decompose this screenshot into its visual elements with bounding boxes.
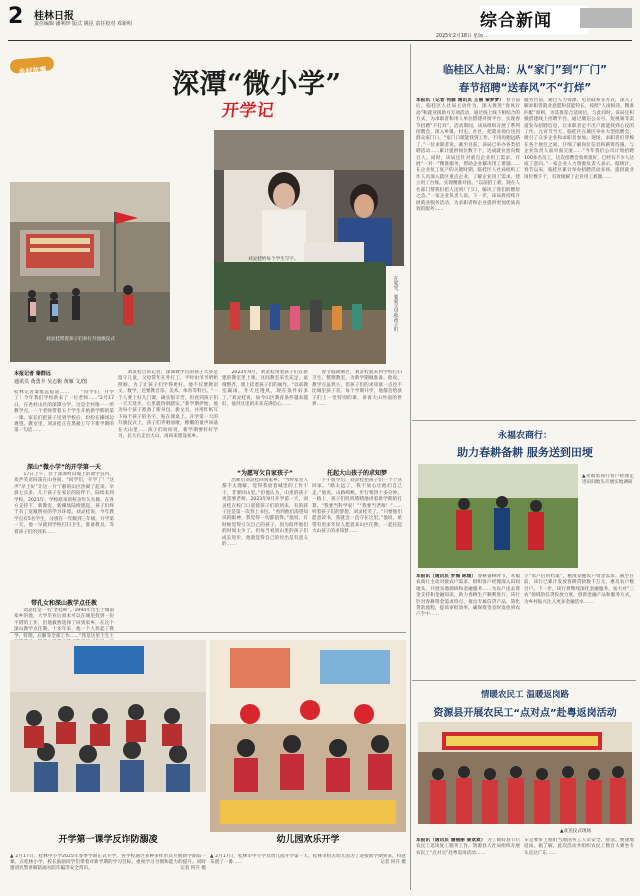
photo-bus-send-off — [418, 722, 632, 824]
story2-body-col1: 本报讯（通讯员 罗海 陈城） 春耕备耕时节，永福农商行主动对接农户需求，组织客户经理深入田间地头，开展实地调研和金融服务……为农户送去资金支持和金融知识，助力春耕生产顺利进行。该行针对春耕资金需求特点，推出专属信贷产品，简化贷款流程，提高审批效率，确保资金及时发放到农户手中…… — [416, 574, 520, 618]
story1-body-col2: 服务台前，通过人力资源、电话联系等方式，深入了解求职者就业意愿和技能特长，按照“人岗相适、精准匹配”原则，为其推荐合适岗位。与此同时，该局还积极搭建线上招聘平台，通过微信公众号、短视频等渠道发布招聘信息，让求职者足不出户就能找到心仪的工作。元宵节当天，临桂区在城区举办大型招聘会，吸引了众多企业和求职者参加。现场，求职者们穿梭在各个展位之间，仔细了解岗位信息和薪资待遇，与企业负责人面对面交流……“今年我们公司计划招聘100多名员工，这次招聘会效果很好，已经有不少人达成了意向。”一家企业人力资源负责人表示。据统计，春节以来，临桂区累计举办招聘活动多场，提供就业岗位数千个，有效缓解了企业用工难题…… — [524, 98, 634, 180]
right-rule-1 — [412, 420, 636, 421]
issue-date: 2025年2月18日 星期二 — [436, 34, 488, 39]
article-col-1: 桂林记者秦群远报道…… “同学们，开学了！今年我们学校新来了一位老师……”2月17日，在尧村山区的深潭小学，这是全村唯一一所教学点，一个老师带着五个学生开始新学期的第一课。家长们把孩子送到学校后，纷纷在操场边观望。教室里，刘灵桂正在黑板上写下新学期的第一句话…… — [14, 390, 114, 434]
feature-subtitle: 开学记 — [220, 101, 276, 121]
subhead-4: 托起大山孩子的求知梦 — [326, 470, 387, 477]
byline: 通讯员 黄勇升 吴志彬 黄雁 文/图 — [14, 379, 88, 385]
feature-title: 深潭“微小学” — [172, 69, 342, 100]
story1-body-col1: 本报讯（记者 何源 通讯员 王丽 秦梦梦） 春节前后，临桂区人社局主动作为，深入推进“春风行动”和就业援助月专项活动，通过线上线下相结合的方式，为求职者和用人单位搭建对接平台，实现春节招聘“不打烊”。活动期间，该局组织开展了系列招聘会，深入乡镇、村屯、社区，把就业岗位送到群众家门口。“家门口就能找到工作，不用再跑远路了。”一位求职者说。截至目前，该局已举办各类招聘活动……累计提供岗位数千个，达成就业意向数百人。同时，该局还针对重点企业用工需求，开展“一对一”精准服务，帮助企业解决用工难题……在企业复工复产的关键时期，临桂区人社局组织工作人员深入辖区重点企业，了解企业用工需求，建立用工台账，实现精准对接。“以前招工难，现在人社部门帮我们把人送到厂门口，解决了我们的燃眉之急。”一家企业负责人说。下一步，该局将持续开展就业服务活动，为求职者和企业提供更加优质高效的服务…… — [416, 98, 520, 212]
caption-teacher: 刘灵桂给每个学生写字。 — [248, 257, 299, 262]
subhead-3: “为愿写欠自家孩子” — [237, 470, 293, 477]
left-bottom-rule — [10, 632, 406, 633]
editor-credits: 责任编辑 潘利珍 版式 姚昆 责任校对 邓新明 — [34, 21, 132, 27]
paper-name: 桂林日报 — [34, 11, 74, 22]
article-col-3: 2023年9月，刘灵桂带着孩子们在新建的教室里上课。这间教室采光充足，桌椅整齐，墙上挂着孩子们的画作。“以前教室漏雨，冬天还透风，现在条件好多了。”刘灵桂说，如今山区教育条件越来越好，他对这里的未来充满信心…… — [222, 370, 308, 408]
kindergarten-title: 幼儿园欢乐开学 — [276, 835, 340, 845]
story2-title: 助力春耕备耕 服务送到田埂 — [457, 446, 593, 459]
story3-byline: 本报讯（通讯员 潘丽丽 秦欢欢） — [416, 838, 486, 843]
first-class-title: 开学第一课学反诈防溺凌 — [58, 835, 158, 845]
right-column-divider — [410, 44, 411, 890]
article-col-2: 刘灵桂告诉记者，深潭教学点的孩子大多是留守儿童，父母常年在外打工，平时由爷爷奶奶照顾。为了让孩子们学得更好，他不仅要教语文、数学，还要教音乐、美术、体育等科目。“一个人要上好几门课，确实很辛苦，但看到孩子们一天天进步，心里就特别踏实。”新学期伊始，他为每个孩子准备了新书包、新文具，并用红纸写下每个孩子的名字，贴在课桌上。开学第一天的升旗仪式上，孩子们齐唱国歌，稚嫩的童声回荡在大山里……孩子们纷纷说，新学期要好好学习，长大后走出大山，再回来建设家乡。 — [118, 370, 218, 440]
article-col-1c: 刘灵桂是一名“老桂师”。1994年出生于漓南家乡的他，大学毕业后原本可以在城里找到一份不错的工作，但他毅然选择了回到家乡，在这个深山教学点任教。十多年来，他一个人担起了教学、管理、后勤等全部工作……“我是这里土生土 — [14, 608, 114, 639]
section-title-bar — [580, 8, 632, 28]
article-col-1b: 17日上午，位于深潭村山坡上的教学点内，欢声笑语回荡在山谷间。“同学们，开学了！”这声“早上好”让这一片宁静的山区热闹了起来。早晨七点多，几个孩子在家长的陪伴下，陆续来到学校。2021年，学校原来的校舍年久失修，在各方支持下，新教室、新操场陆续建起，孩子们终于有了宽敞明亮的学习环境。刘灵桂说，今年教学点有5名学生，分别在一年级到三年级。开学第一天，他一早就到学校打扫卫生，准备教具，等着孩子们的到来…… — [14, 472, 114, 535]
story2-caption: ▲永福农商行客户经理走进田间地头开展实地调研 — [582, 474, 634, 486]
photo-teacher-writing — [214, 130, 404, 266]
story2-body-col2: 立“农户信用档案”，精准掌握农户资金需求。截至目前，该行已累计发放春耕贷款数千万元，惠及农户数百户。下一步，该行将继续深化金融服务，加大对“三农”领域的信贷投放力度，创新金融产品和服务方式，为乡村振兴注入更多金融活水…… — [524, 574, 634, 605]
section-title: 综合新闻 — [480, 6, 588, 34]
page-number: 2 — [8, 4, 24, 29]
first-class-caption: ▲ 2月17日，桂林中小学2025年春季学期正式开学。各学校通过多种多样形式开展新学期第一课。在桂林小学，校长鼓励同学们带着对新学期的学习目标，重视学习习惯和能力的提升。同时邀请民警讲解防溺水防诈骗等安全常识。 记者 何升 摄 — [10, 854, 206, 871]
byline-tag: 本报记者 秦群远 — [14, 371, 51, 377]
caption-flag: 刘灵桂带着孩子们举行升国旗仪式 — [46, 337, 115, 342]
masthead-rule — [8, 40, 632, 41]
article-col-4b: 下午放学后，刘灵桂把孩子们一个个送回家。“路太远了，我不放心让他们自己走。”他说。山路崎岖，步行要四十多分钟。一路上，孩子们叽叽喳喳地讲着新学期的打算。“我要当科学家！”“我要当老师！”……听着孩子们的梦想，刘灵桂笑了。“只要他们愿意读书，我就会一直守在这里。”他说，希望有更多年轻人愿意来山区任教，一起托起大山孩子的求知梦…… — [312, 478, 402, 535]
story1-byline: 本报讯（记者 何源 通讯员 王丽 秦梦梦） — [416, 98, 505, 103]
story1-title-line1: 临桂区人社局：从“家门”到“厂门” — [442, 64, 608, 76]
column-tag-label: 乡村故事 — [18, 65, 47, 77]
kindergarten-credit: 记者 何升 摄 — [380, 860, 406, 865]
story3-title-small: 情暖农民工 温暖返岗路 — [481, 690, 569, 700]
subhead-2: 带孔女和深山教学点任教 — [30, 600, 97, 607]
story3-title: 资源县开展农民工“点对点”赴粤返岗活动 — [433, 708, 617, 719]
caption-vertical: 在家里，要爱父母和孩子们 — [393, 276, 398, 332]
kindergarten-caption: ▲ 2月17日，桂林市中小学及幼儿园开学第一天。桂林市机关幼儿园为了迎接新学期到来，特意布置了一番…… 记者 何升 摄 — [210, 854, 406, 865]
article-col-3b: 出师后刘灵桂回到家乡。“当时家里人都不太理解，觉得我放着城里的工作不干，非要回山里。”但他认为，山里的孩子更需要老师。2023年9月开学第一天，刘灵桂在校门口迎接孩子们的到来，有的孩子还是第一次背上书包。“看到他们渴望知识的眼神，我觉得一切都值得。”他说，有时候觉得亏欠自己的孩子，因为陪伴他们的时间太少了。但每当看到山里的孩子们成长进步，他就觉得自己的付出是有意义的…… — [222, 478, 308, 548]
photo-kindergarten — [210, 640, 406, 832]
photo-kids-yard — [214, 262, 386, 364]
story3-body-col1: 本报讯（通讯员 潘丽丽 秦欢欢） 为了做好春节后农民工返岗复工服务工作，资源县人社局组织开展农民工“点对点”赴粤返岗活动…… — [416, 838, 520, 856]
story1-title-line2: 春节招聘“送春风”不“打烊” — [458, 82, 592, 94]
first-class-credit: 记者 何升 摄 — [180, 866, 206, 871]
photo-farm-field — [418, 464, 578, 568]
story2-title-small: 永福农商行： — [497, 431, 552, 441]
photo-school-flag — [10, 182, 170, 362]
right-rule-2 — [412, 680, 636, 681]
photo-first-class — [10, 640, 206, 792]
article-col-4: 春节假期刚过，刘灵桂就来到学校打扫卫生、整理教室，为新学期做准备。他说，教学点虽然小，但孩子们的求知欲一点也不比城里孩子差。每个学期开学，他都会给孩子们上一堂特别的课，讲讲大山外面的世界…… — [312, 370, 402, 408]
story3-caption: ▲欢送仪式现场 — [560, 829, 592, 834]
story2-byline: 本报讯（通讯员 罗海 陈城） — [416, 574, 477, 579]
story3-body-col2: 车是要带上他们当地国务工人员安全、舒适、便捷地返岗。据了解，此次活动共组织农民工数百人乘坐专车直达广东…… — [524, 838, 634, 856]
subhead-1: 深山“微小学”的开学第一天 — [27, 464, 101, 471]
column-tag — [9, 56, 54, 77]
